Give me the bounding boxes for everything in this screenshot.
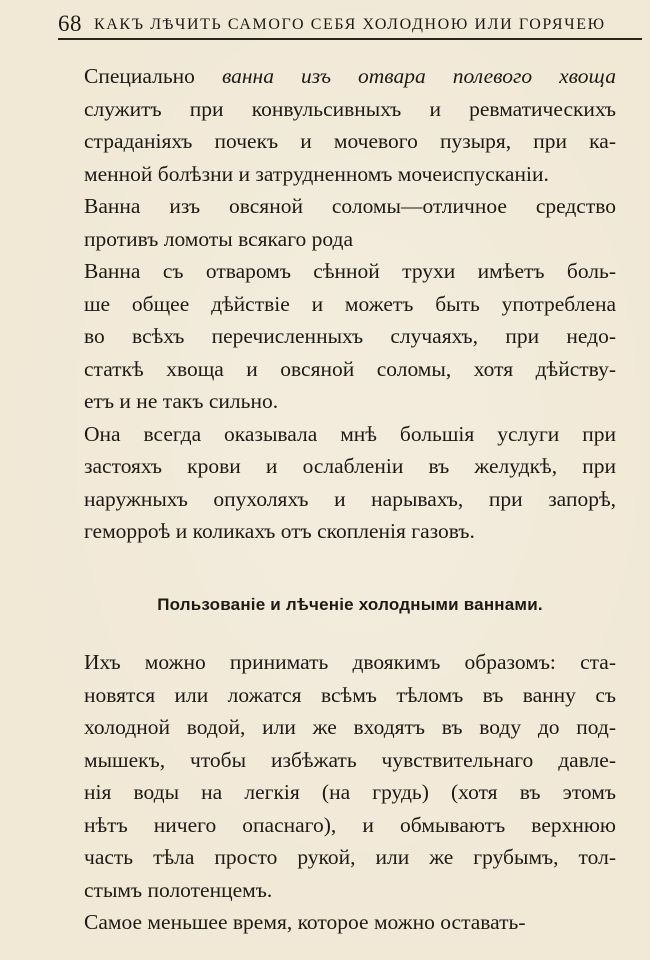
running-title: КАКЪ ЛѢЧИТЬ САМОГО СЕБЯ ХОЛОДНОЮ ИЛИ ГОРЯЧЕЮ [94,16,606,33]
header-rule [58,38,642,40]
text-line: нѣтъ ничего опаснаго), и обмываютъ верхнюю [84,812,616,837]
text-line: мышекъ, чтобы избѣжать чувствительнаго давле- [84,747,616,772]
text-line: статкѣ хвоща и овсяной соломы, хотя дѣйству- [84,356,616,381]
text-line: етъ и не такъ сильно. [84,389,279,413]
text-line: Она всегда оказывала мнѣ большія услуги при [84,421,616,446]
paragraph [84,255,616,418]
text-line: холодной водой, или же входятъ въ воду до под- [84,715,616,739]
body-text-top [84,60,616,548]
text-line: нія воды на легкія (на грудь) (хотя въ этомъ [84,780,616,804]
text-line: служитъ при конвульсивныхъ и ревматическихъ [84,96,616,121]
text-line: новятся или ложатся всѣмъ тѣломъ въ ванну съ [84,682,616,707]
page-number: 68 [58,11,82,36]
paragraph [84,60,616,190]
text-line: Ванна изъ овсяной соломы—отличное средство [84,194,616,218]
paragraph [84,190,616,255]
text-run: Специально [84,64,222,88]
text-line: застояхъ крови и ослабленіи въ желудкѣ, при [84,454,616,478]
paragraph [84,418,616,548]
paragraph [84,906,616,939]
text-line: наружныхъ опухоляхъ и нарывахъ, при запорѣ, [84,486,616,511]
text-line: Ихъ можно принимать двоякимъ образомъ: ста- [84,650,616,674]
text-line: во всѣхъ перечисленныхъ случаяхъ, при недо- [84,324,616,348]
emphasized-text: ванна изъ отвара полевого хвоща [221,64,616,88]
text-line: страданіяхъ почекъ и мочевого пузыря, при ка- [84,129,616,153]
text-line: геморроѣ и коликахъ отъ скопленія газовъ. [84,519,475,543]
body-text-bottom [84,646,616,939]
text-line: Ванна съ отваромъ сѣнной трухи имѣетъ боль- [84,259,616,283]
text-line: Самое меньшее время, которое можно оставать- [84,910,526,934]
text-line: противъ ломоты всякаго рода [84,226,353,251]
text-line: ше общее дѣйствіе и можетъ быть употреблена [84,291,616,316]
paragraph [84,646,616,906]
text-line [84,60,616,93]
text-line: менной болѣзни и затрудненномъ мочеиспусканіи. [84,161,549,186]
page-header [58,6,640,38]
text-line: часть тѣла просто рукой, или же грубымъ, тол- [84,845,616,869]
text-line: стымъ полотенцемъ. [84,877,273,902]
section-heading: Пользованіе и лѣченіе холодными ваннами. [157,595,543,614]
